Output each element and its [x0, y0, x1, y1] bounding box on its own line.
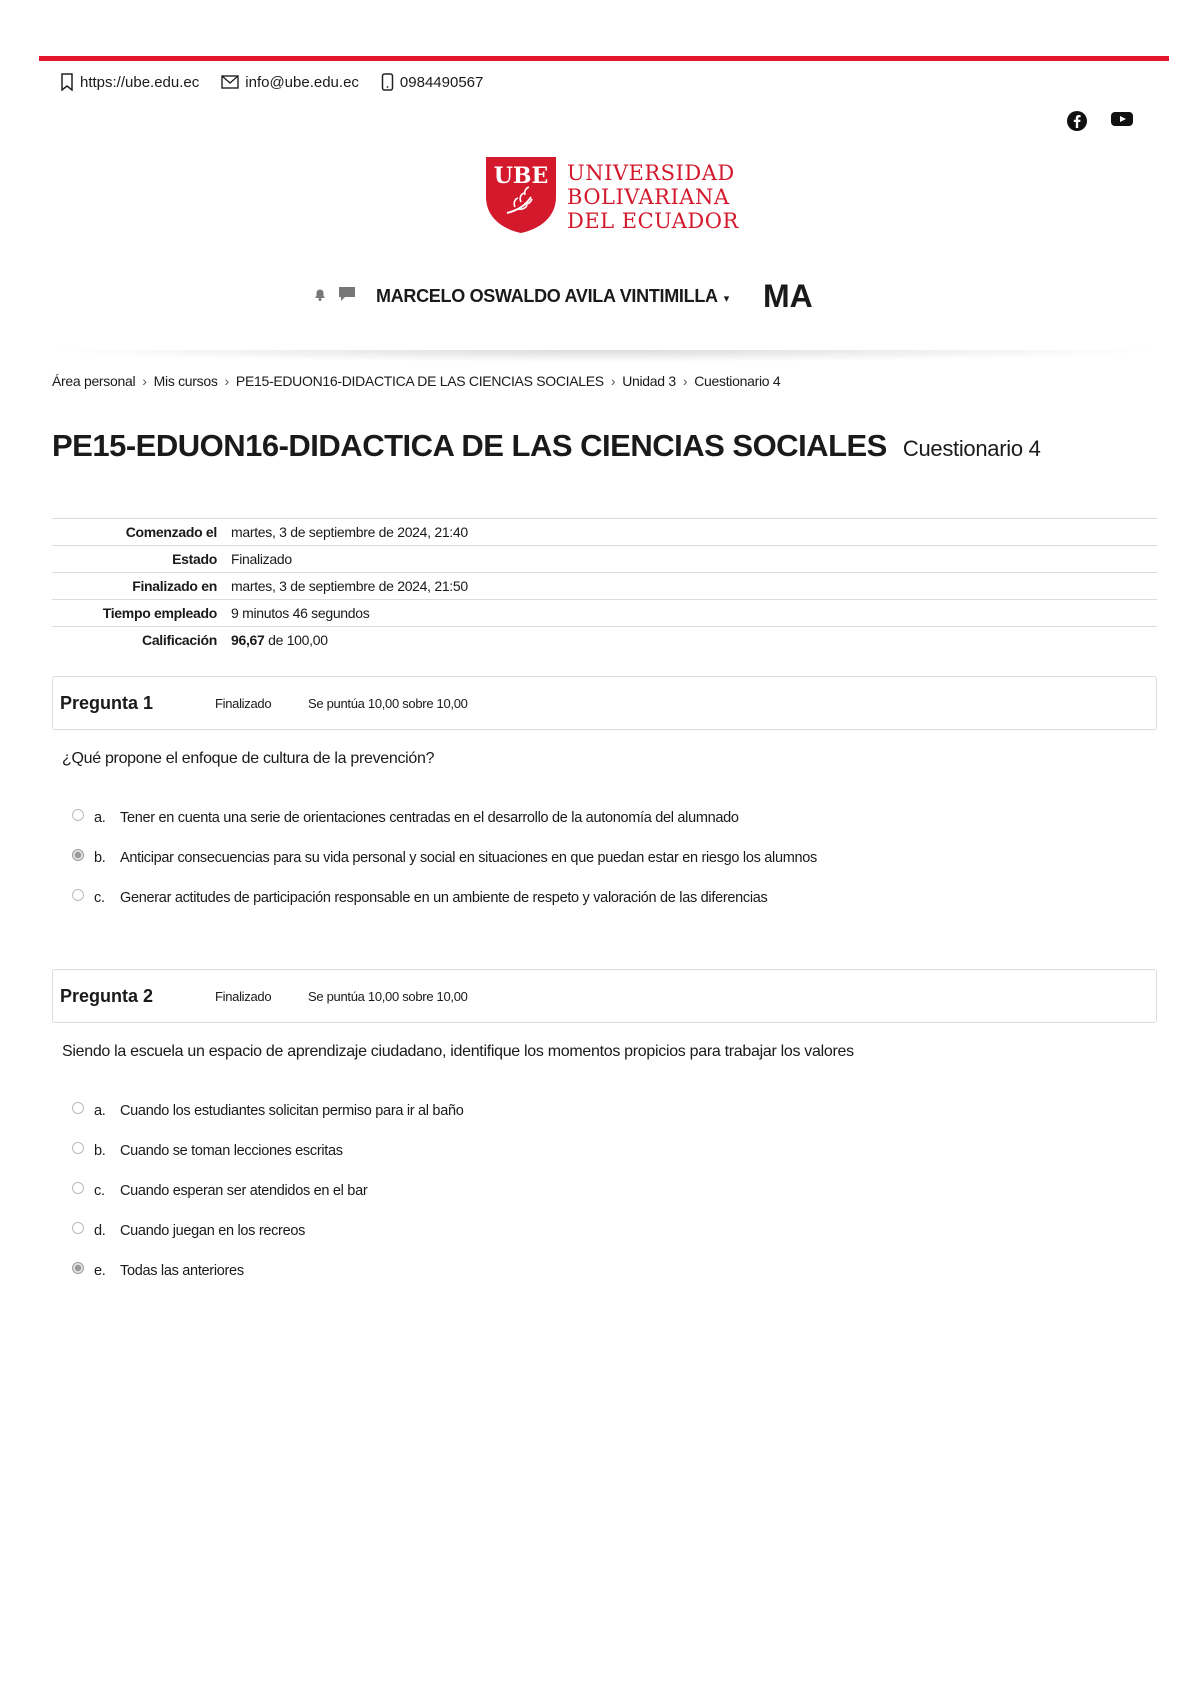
ube-abbr: UBE — [493, 163, 549, 189]
summary-grade-value — [224, 627, 1157, 654]
question-label: Pregunta — [60, 985, 139, 1006]
answer-letter: d. — [94, 1223, 106, 1239]
logo-line-3: DEL ECUADOR — [567, 209, 739, 233]
summary-label: Estado — [52, 546, 224, 573]
notifications-bell-icon[interactable] — [312, 286, 328, 307]
email-link[interactable] — [221, 74, 359, 91]
breadcrumb-mis-cursos[interactable]: Mis cursos — [153, 373, 218, 389]
envelope-icon — [221, 75, 239, 89]
breadcrumb-area-personal[interactable]: Área personal — [52, 373, 136, 389]
answer-option[interactable] — [72, 798, 1152, 838]
breadcrumb-unit[interactable]: Unidad 3 — [622, 373, 676, 389]
answer-option[interactable] — [72, 1251, 1152, 1291]
answer-letter: c. — [94, 890, 105, 906]
summary-value: 9 minutos 46 segundos — [224, 600, 1157, 627]
logo-line-1: UNIVERSIDAD — [567, 161, 735, 185]
page-title — [52, 428, 1041, 464]
answer-letter: b. — [94, 1143, 106, 1159]
question-state: Finalizado — [215, 988, 272, 1004]
answer-letter: e. — [94, 1263, 106, 1279]
caret-down-icon: ▾ — [723, 293, 729, 305]
messages-chat-icon[interactable] — [338, 286, 356, 307]
answer-text: Anticipar consecuencias para su vida personal y social en situaciones en que puedan estar en riesgo los alumnos — [120, 850, 817, 866]
user-menu-toggle[interactable] — [376, 286, 729, 307]
answer-option[interactable] — [72, 1211, 1152, 1251]
youtube-icon[interactable] — [1110, 110, 1134, 132]
answer-radio[interactable] — [72, 1182, 84, 1194]
bookmark-icon — [60, 73, 74, 91]
question-grade: Se puntúa 10,00 sobre 10,00 — [308, 988, 468, 1004]
question-1-text: ¿Qué propone el enfoque de cultura de la prevención? — [62, 750, 435, 767]
contact-bar — [60, 73, 483, 91]
question-number — [60, 986, 215, 1007]
question-state: Finalizado — [215, 695, 272, 711]
answer-letter: c. — [94, 1183, 105, 1199]
chevron-right-icon: › — [610, 373, 616, 389]
question-number-value: 2 — [143, 985, 154, 1006]
ube-shield-emblem — [485, 155, 557, 235]
university-name — [567, 155, 739, 233]
chevron-right-icon: › — [142, 373, 147, 389]
user-bar — [312, 278, 813, 315]
summary-label: Calificación — [52, 627, 224, 654]
breadcrumb — [52, 373, 780, 389]
facebook-icon[interactable] — [1066, 110, 1088, 132]
summary-label: Finalizado en — [52, 573, 224, 600]
summary-row — [52, 546, 1157, 573]
chevron-right-icon: › — [224, 373, 229, 389]
question-grade: Se puntúa 10,00 sobre 10,00 — [308, 695, 468, 711]
summary-row — [52, 627, 1157, 654]
answer-option[interactable] — [72, 878, 1152, 918]
answer-text: Cuando esperan ser atendidos en el bar — [120, 1183, 368, 1199]
phone-text: 0984490567 — [399, 73, 484, 91]
course-title: PE15-EDUON16-DIDACTICA DE LAS CIENCIAS SOCIALES — [52, 428, 887, 463]
answer-radio[interactable] — [72, 1142, 84, 1154]
answer-letter: b. — [94, 850, 106, 866]
answer-text: Todas las anteriores — [120, 1263, 244, 1279]
logo-line-2: BOLIVARIANA — [567, 185, 730, 209]
answer-radio[interactable] — [72, 1222, 84, 1234]
answer-letter: a. — [94, 810, 106, 826]
website-text: https://ube.edu.ec — [80, 73, 200, 91]
grade-max: de 100,00 — [264, 632, 328, 648]
summary-label: Comenzado el — [52, 519, 224, 546]
answer-text: Tener en cuenta una serie de orientaciones centradas en el desarrollo de la autonomía del alumnado — [120, 810, 739, 826]
summary-value: martes, 3 de septiembre de 2024, 21:50 — [224, 573, 1157, 600]
question-2-info — [52, 969, 1157, 1023]
answer-option[interactable] — [72, 1131, 1152, 1171]
user-full-name: MARCELO OSWALDO AVILA VINTIMILLA — [376, 286, 718, 306]
answer-option[interactable] — [72, 1171, 1152, 1211]
summary-row — [52, 600, 1157, 627]
summary-value: Finalizado — [224, 546, 1157, 573]
chevron-right-icon: › — [682, 373, 688, 389]
answer-option[interactable] — [72, 838, 1152, 878]
user-avatar-initials[interactable]: MA — [762, 278, 813, 314]
summary-value: martes, 3 de septiembre de 2024, 21:40 — [224, 519, 1157, 546]
question-number — [60, 693, 215, 714]
header-divider-shadow — [39, 350, 1169, 362]
question-1-answers — [72, 798, 1152, 918]
question-number-value: 1 — [143, 692, 154, 713]
summary-row — [52, 519, 1157, 546]
answer-text: Cuando juegan en los recreos — [120, 1223, 306, 1239]
breadcrumb-quiz[interactable]: Cuestionario 4 — [694, 373, 781, 389]
breadcrumb-course[interactable]: PE15-EDUON16-DIDACTICA DE LAS CIENCIAS SOCIALES — [235, 373, 604, 389]
answer-radio[interactable] — [72, 809, 84, 821]
question-1-info — [52, 676, 1157, 730]
phone-link[interactable] — [381, 73, 483, 91]
answer-letter: a. — [94, 1103, 106, 1119]
website-link[interactable] — [60, 73, 199, 91]
answer-radio[interactable] — [72, 889, 84, 901]
question-2-text: Siendo la escuela un espacio de aprendizaje ciudadano, identifique los momentos propicios para trabajar los valores — [62, 1043, 854, 1060]
answer-text: Cuando se toman lecciones escritas — [120, 1143, 343, 1159]
answer-text: Generar actitudes de participación responsable en un ambiente de respeto y valoración de las diferencias — [120, 890, 768, 906]
summary-row — [52, 573, 1157, 600]
answer-radio-selected[interactable] — [72, 1262, 84, 1274]
social-links — [1066, 110, 1134, 132]
answer-radio[interactable] — [72, 1102, 84, 1114]
email-text: info@ube.edu.ec — [245, 73, 359, 91]
question-label: Pregunta — [60, 692, 139, 713]
answer-radio-selected[interactable] — [72, 849, 84, 861]
mobile-phone-icon — [381, 73, 394, 91]
question-2-answers — [72, 1091, 1152, 1291]
top-accent-line — [39, 56, 1169, 61]
ube-logo[interactable] — [485, 155, 739, 235]
summary-label: Tiempo empleado — [52, 600, 224, 627]
quiz-title: Cuestionario 4 — [902, 436, 1041, 461]
answer-option[interactable] — [72, 1091, 1152, 1131]
attempt-summary-table — [52, 518, 1157, 653]
answer-text: Cuando los estudiantes solicitan permiso para ir al baño — [120, 1103, 464, 1119]
grade-score: 96,67 — [231, 632, 265, 648]
